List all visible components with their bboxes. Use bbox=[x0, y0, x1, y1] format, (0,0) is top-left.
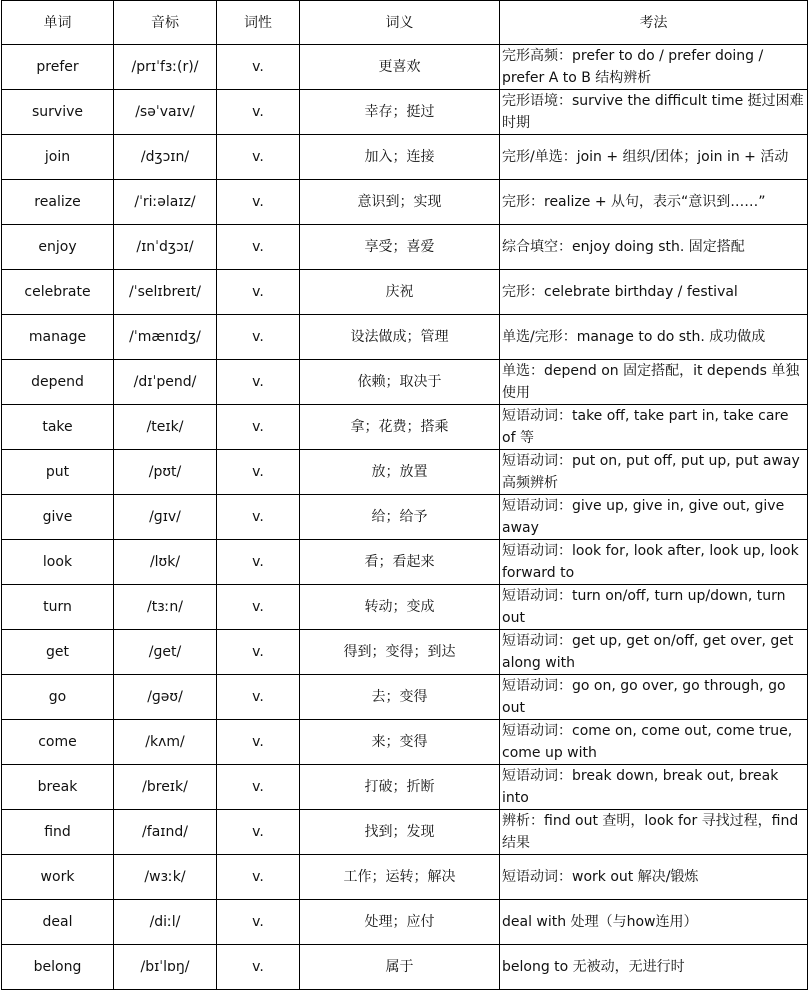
cell-word: survive bbox=[2, 90, 114, 135]
cell-exam: 完形/单选：join + 组织/团体；join in + 活动 bbox=[500, 135, 808, 180]
cell-pos: v. bbox=[217, 945, 300, 990]
cell-phonetic: /ˈmænɪdʒ/ bbox=[114, 315, 217, 360]
vocabulary-table bbox=[1, 0, 808, 990]
cell-exam: 短语动词：put on, put off, put up, put away 高频辨析 bbox=[500, 450, 808, 495]
cell-meaning: 给；给予 bbox=[300, 495, 500, 540]
cell-exam: 完形：celebrate birthday / festival bbox=[500, 270, 808, 315]
cell-phonetic: /bɪˈlɒŋ/ bbox=[114, 945, 217, 990]
cell-meaning: 拿；花费；搭乘 bbox=[300, 405, 500, 450]
table-row bbox=[2, 720, 808, 765]
cell-phonetic: /breɪk/ bbox=[114, 765, 217, 810]
cell-pos: v. bbox=[217, 90, 300, 135]
table-row bbox=[2, 765, 808, 810]
cell-pos: v. bbox=[217, 270, 300, 315]
cell-meaning: 处理；应付 bbox=[300, 900, 500, 945]
table-row bbox=[2, 900, 808, 945]
table-row bbox=[2, 675, 808, 720]
cell-word: look bbox=[2, 540, 114, 585]
cell-meaning: 加入；连接 bbox=[300, 135, 500, 180]
cell-phonetic: /wɜːk/ bbox=[114, 855, 217, 900]
cell-exam: 综合填空：enjoy doing sth. 固定搭配 bbox=[500, 225, 808, 270]
cell-pos: v. bbox=[217, 135, 300, 180]
cell-pos: v. bbox=[217, 360, 300, 405]
cell-phonetic: /lʊk/ bbox=[114, 540, 217, 585]
cell-phonetic: /prɪˈfɜː(r)/ bbox=[114, 45, 217, 90]
cell-phonetic: /səˈvaɪv/ bbox=[114, 90, 217, 135]
cell-exam: 短语动词：come on, come out, come true, come up with bbox=[500, 720, 808, 765]
cell-exam: deal with 处理（与how连用） bbox=[500, 900, 808, 945]
cell-word: realize bbox=[2, 180, 114, 225]
cell-exam: 短语动词：get up, get on/off, get over, get along with bbox=[500, 630, 808, 675]
cell-meaning: 庆祝 bbox=[300, 270, 500, 315]
table-row bbox=[2, 45, 808, 90]
table-body bbox=[2, 45, 808, 990]
table-row bbox=[2, 360, 808, 405]
cell-meaning: 属于 bbox=[300, 945, 500, 990]
cell-pos: v. bbox=[217, 540, 300, 585]
cell-meaning: 享受；喜爱 bbox=[300, 225, 500, 270]
cell-word: find bbox=[2, 810, 114, 855]
cell-word: turn bbox=[2, 585, 114, 630]
table-row bbox=[2, 585, 808, 630]
cell-meaning: 看；看起来 bbox=[300, 540, 500, 585]
cell-phonetic: /diːl/ bbox=[114, 900, 217, 945]
cell-phonetic: /ɡəʊ/ bbox=[114, 675, 217, 720]
table-row bbox=[2, 450, 808, 495]
table-row bbox=[2, 495, 808, 540]
cell-word: go bbox=[2, 675, 114, 720]
cell-exam: 短语动词：take off, take part in, take care of 等 bbox=[500, 405, 808, 450]
cell-word: join bbox=[2, 135, 114, 180]
cell-phonetic: /ɡɪv/ bbox=[114, 495, 217, 540]
cell-pos: v. bbox=[217, 675, 300, 720]
header-row bbox=[2, 1, 808, 45]
cell-exam: 短语动词：go on, go over, go through, go out bbox=[500, 675, 808, 720]
cell-word: work bbox=[2, 855, 114, 900]
cell-meaning: 意识到；实现 bbox=[300, 180, 500, 225]
cell-pos: v. bbox=[217, 720, 300, 765]
cell-exam: 辨析：find out 查明，look for 寻找过程，find 结果 bbox=[500, 810, 808, 855]
cell-word: belong bbox=[2, 945, 114, 990]
cell-word: prefer bbox=[2, 45, 114, 90]
table-row bbox=[2, 225, 808, 270]
cell-word: celebrate bbox=[2, 270, 114, 315]
table-row bbox=[2, 270, 808, 315]
cell-phonetic: /pʊt/ bbox=[114, 450, 217, 495]
cell-word: put bbox=[2, 450, 114, 495]
cell-meaning: 转动；变成 bbox=[300, 585, 500, 630]
cell-word: take bbox=[2, 405, 114, 450]
cell-phonetic: /dɪˈpend/ bbox=[114, 360, 217, 405]
table-row bbox=[2, 855, 808, 900]
cell-pos: v. bbox=[217, 495, 300, 540]
header-exam: 考法 bbox=[500, 1, 808, 45]
table-row bbox=[2, 540, 808, 585]
table-row bbox=[2, 315, 808, 360]
header-pos: 词性 bbox=[217, 1, 300, 45]
table-row bbox=[2, 945, 808, 990]
cell-pos: v. bbox=[217, 405, 300, 450]
cell-meaning: 更喜欢 bbox=[300, 45, 500, 90]
cell-exam: 短语动词：look for, look after, look up, look forward to bbox=[500, 540, 808, 585]
cell-exam: 单选：depend on 固定搭配，it depends 单独使用 bbox=[500, 360, 808, 405]
cell-exam: 单选/完形：manage to do sth. 成功做成 bbox=[500, 315, 808, 360]
header-phonetic: 音标 bbox=[114, 1, 217, 45]
cell-meaning: 设法做成；管理 bbox=[300, 315, 500, 360]
cell-word: come bbox=[2, 720, 114, 765]
cell-phonetic: /ɪnˈdʒɔɪ/ bbox=[114, 225, 217, 270]
cell-meaning: 打破；折断 bbox=[300, 765, 500, 810]
table-row bbox=[2, 180, 808, 225]
cell-meaning: 得到；变得；到达 bbox=[300, 630, 500, 675]
cell-phonetic: /ˈselɪbreɪt/ bbox=[114, 270, 217, 315]
cell-phonetic: /dʒɔɪn/ bbox=[114, 135, 217, 180]
cell-word: manage bbox=[2, 315, 114, 360]
cell-phonetic: /ˈriːəlaɪz/ bbox=[114, 180, 217, 225]
cell-exam: 短语动词：break down, break out, break into bbox=[500, 765, 808, 810]
header-meaning: 词义 bbox=[300, 1, 500, 45]
cell-pos: v. bbox=[217, 450, 300, 495]
cell-exam: 完形：realize + 从句，表示“意识到……” bbox=[500, 180, 808, 225]
cell-pos: v. bbox=[217, 900, 300, 945]
cell-pos: v. bbox=[217, 45, 300, 90]
header-word: 单词 bbox=[2, 1, 114, 45]
cell-word: depend bbox=[2, 360, 114, 405]
cell-exam: 完形语境：survive the difficult time 挺过困难时期 bbox=[500, 90, 808, 135]
cell-pos: v. bbox=[217, 855, 300, 900]
table-row bbox=[2, 630, 808, 675]
cell-exam: 完形高频：prefer to do / prefer doing / prefer A to B 结构辨析 bbox=[500, 45, 808, 90]
table-row bbox=[2, 90, 808, 135]
cell-word: deal bbox=[2, 900, 114, 945]
table-row bbox=[2, 810, 808, 855]
cell-word: get bbox=[2, 630, 114, 675]
cell-phonetic: /tɜːn/ bbox=[114, 585, 217, 630]
cell-meaning: 工作；运转；解决 bbox=[300, 855, 500, 900]
cell-meaning: 找到；发现 bbox=[300, 810, 500, 855]
cell-exam: 短语动词：turn on/off, turn up/down, turn out bbox=[500, 585, 808, 630]
table-row bbox=[2, 135, 808, 180]
cell-pos: v. bbox=[217, 180, 300, 225]
cell-word: break bbox=[2, 765, 114, 810]
cell-pos: v. bbox=[217, 630, 300, 675]
cell-meaning: 去；变得 bbox=[300, 675, 500, 720]
cell-meaning: 来；变得 bbox=[300, 720, 500, 765]
cell-pos: v. bbox=[217, 315, 300, 360]
cell-exam: 短语动词：give up, give in, give out, give away bbox=[500, 495, 808, 540]
cell-pos: v. bbox=[217, 765, 300, 810]
cell-word: give bbox=[2, 495, 114, 540]
table-row bbox=[2, 405, 808, 450]
cell-pos: v. bbox=[217, 810, 300, 855]
cell-exam: belong to 无被动，无进行时 bbox=[500, 945, 808, 990]
cell-phonetic: /kʌm/ bbox=[114, 720, 217, 765]
cell-meaning: 依赖；取决于 bbox=[300, 360, 500, 405]
cell-phonetic: /faɪnd/ bbox=[114, 810, 217, 855]
cell-phonetic: /ɡet/ bbox=[114, 630, 217, 675]
table-header bbox=[2, 1, 808, 45]
cell-word: enjoy bbox=[2, 225, 114, 270]
cell-pos: v. bbox=[217, 585, 300, 630]
cell-pos: v. bbox=[217, 225, 300, 270]
cell-meaning: 幸存；挺过 bbox=[300, 90, 500, 135]
cell-exam: 短语动词：work out 解决/锻炼 bbox=[500, 855, 808, 900]
cell-phonetic: /teɪk/ bbox=[114, 405, 217, 450]
cell-meaning: 放；放置 bbox=[300, 450, 500, 495]
